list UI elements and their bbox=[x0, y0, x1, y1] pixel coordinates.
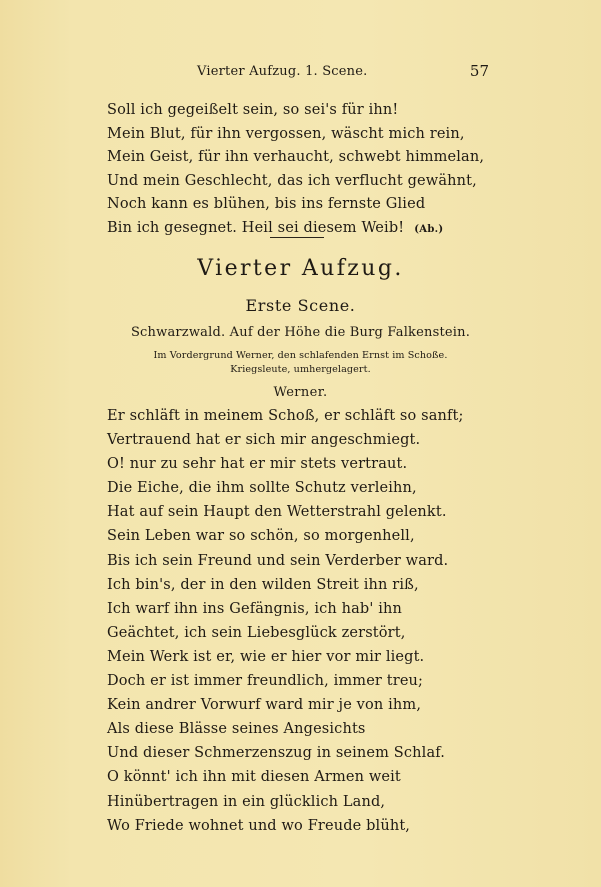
verse-line: Mein Blut, für ihn vergossen, wäscht mich rein, bbox=[107, 125, 465, 142]
verse-line: Mein Geist, für ihn verhaucht, schwebt himmelan, bbox=[107, 149, 485, 166]
verse-line: Noch kann es blühen, bis ins fernste Glied bbox=[107, 196, 426, 213]
verse-line: Und mein Geschlecht, das ich verflucht gewähnt, bbox=[107, 172, 477, 189]
speech-line: Die Eiche, die ihm sollte Schutz verleihn, bbox=[107, 480, 417, 497]
speech-line: Vertrauend hat er sich mir angeschmiegt. bbox=[107, 432, 421, 449]
speech-line: Geächtet, ich sein Liebesglück zerstört, bbox=[107, 624, 406, 641]
running-head: Vierter Aufzug. 1. Scene. bbox=[197, 64, 368, 79]
stage-direction-line: Kriegsleute, umhergelagert. bbox=[230, 364, 371, 375]
page-header bbox=[105, 64, 495, 84]
speech-line: Bis ich sein Freund und sein Verderber ward. bbox=[107, 552, 449, 569]
speech-line: Er schläft in meinem Schoß, er schläft so sanft; bbox=[107, 408, 464, 424]
closing-verse bbox=[107, 99, 487, 241]
speech-line: Doch er ist immer freundlich, immer treu; bbox=[107, 673, 424, 690]
speech-line: Und dieser Schmerzenszug in seinem Schlaf. bbox=[107, 745, 445, 762]
speech-line: Sein Leben war so schön, so morgenhell, bbox=[107, 528, 415, 545]
act-title: Vierter Aufzug. bbox=[197, 256, 404, 281]
scene-setting: Schwarzwald. Auf der Höhe die Burg Falkenstein. bbox=[130, 325, 471, 340]
speech-line: Als diese Blässe seines Angesichts bbox=[107, 721, 366, 738]
speech-line: Mein Werk ist er, wie er hier vor mir liegt. bbox=[107, 648, 425, 665]
stage-direction-line: Im Vordergrund Werner, den schlafenden Ernst im Schoße. bbox=[153, 350, 448, 361]
speech-line: Hat auf sein Haupt den Wetterstrahl gelenkt. bbox=[107, 504, 447, 521]
speech-line: Kein andrer Vorwurf ward mir je von ihm, bbox=[107, 697, 422, 714]
speech-line: Hinübertragen in ein glücklich Land, bbox=[107, 793, 386, 810]
speech-line: Ich warf ihn ins Gefängnis, ich hab' ihn bbox=[107, 600, 403, 617]
speech-verse bbox=[107, 404, 487, 838]
speaker-name: Werner. bbox=[273, 385, 328, 400]
page-number: 57 bbox=[469, 62, 489, 80]
speech-line: Wo Friede wohnet und wo Freude blüht, bbox=[107, 817, 411, 834]
exit-direction: (Ab.) bbox=[414, 223, 444, 235]
verse-line: Soll ich gegeißelt sein, so sei's für ihn! bbox=[107, 102, 399, 118]
speech-line: O könnt' ich ihn mit diesen Armen weit bbox=[107, 769, 401, 786]
section-divider bbox=[270, 237, 324, 238]
speech-line: Ich bin's, der in den wilden Streit ihn riß, bbox=[107, 576, 419, 593]
speech-line: O! nur zu sehr hat er mir stets vertraut. bbox=[107, 456, 408, 473]
verse-text: Bin ich gesegnet. Heil sei diesem Weib! bbox=[107, 219, 405, 236]
scene-title: Erste Scene. bbox=[245, 296, 356, 315]
stage-direction bbox=[0, 349, 601, 377]
